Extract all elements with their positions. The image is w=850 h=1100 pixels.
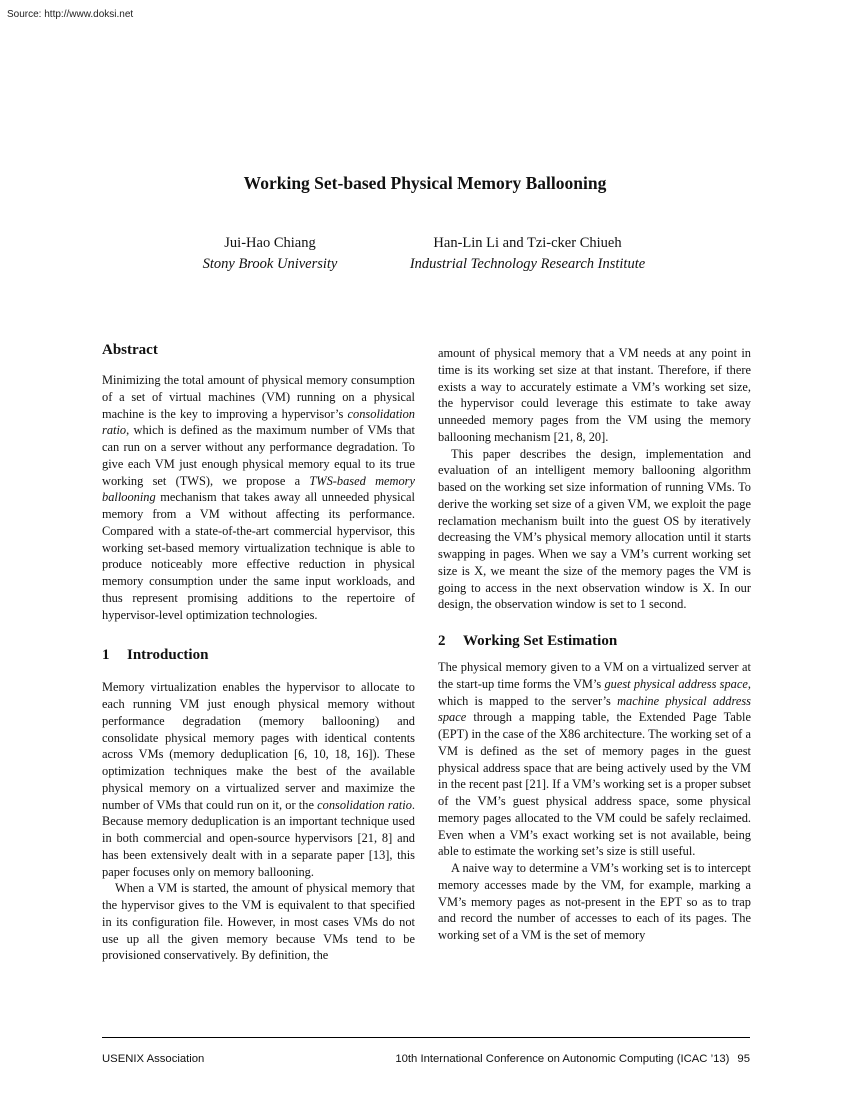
wse-paragraph-1: The physical memory given to a VM on a virtualized server at the start-up time forms the VM’s guest physical address space, which is mapped to the server’s machine physical address space through a mapping table, the Extended Page Table (EPT) in the case of the X86 architecture. The working set of a VM is defined as the set of memory pages in the guest physical address space that are being actively used by the VM in the recent past [21]. If a VM’s working set is a proper subset of the VM’s guest physical address space, some physical memory pages allocated to the VM could be safely reclaimed. Even when a VM’s exact working set is not available, being able to estimate the working set’s size is still useful. — [438, 660, 751, 859]
intro-paragraph-1: Memory virtualization enables the hypervisor to allocate to each running VM just enough physical memory without performance degradation (memory ballooning) and consolidate physical memory pages with identical contents across VMs (memory deduplication [6, 10, 18, 16]). These optimization techniques make the best of the available physical memory on a virtualized server and maximize the number of VMs that could run on it, or the consolidation ratio. Because memory deduplication is an important technique used in both commercial and open-source hypervisors [21, 8] and has been extensively dealt with in a separate paper [13], this paper focuses only on memory ballooning. — [102, 680, 416, 879]
abstract-paragraph: Minimizing the total amount of physical memory consumption of a set of virtual machines (VM) running on a physical machine is the key to improving a hypervisor’s consolidation ratio, which is defined as the maximum number of VMs that can run on a server without any performance degradation. To give each VM just enough physical memory equal to its true working set (TWS), we propose a TWS-based memory ballooning mechanism that takes away all unneeded physical memory from a VM without affecting its performance. Compared with a state-of-the-art commercial hypervisor, this working set-based memory virtualization technique is able to produce noticeably more effective reduction in physical memory consumption under the same input workloads, and thus represent promising additions to the repertoire of hypervisor-level optimization technologies. — [102, 373, 415, 622]
paper-title: Working Set-based Physical Memory Ballooning — [243, 173, 607, 193]
abstract-heading: Abstract — [102, 342, 158, 358]
source-url: Source: http://www.doksi.net — [7, 9, 134, 20]
wse-paragraph-2: A naive way to determine a VM’s working set is to intercept memory accesses made by the VM, for example, marking a VM’s memory pages as not-present in the EPT so as to trap and record the number of accesses to each of its pages. The working set of a VM is the set of memory — [438, 861, 751, 942]
wse-heading — [438, 631, 751, 651]
section-number: 2 — [438, 633, 446, 649]
section-title: Working Set Estimation — [463, 633, 618, 649]
intro-paragraph-2: When a VM is started, the amount of physical memory that the hypervisor gives to the VM is equivalent to that specified in its configuration file. However, in most cases VMs do not use up all the given memory because VMs tend to be provisioned conservatively. By definition, the — [102, 881, 415, 963]
intro-paragraph-4: This paper describes the design, implementation and evaluation of an intelligent memory ballooning algorithm based on the working set size information of running VMs. To derive the working set size of a given VM, we exploit the page reclamation mechanism built into the guest OS by iteratively decreasing the VM’s physical memory allocation until it starts swapping in pages. When we say a VM’s current working set size is X, we meant the size of the memory pages the VM is going to access in the next observation window is X. In our design, the observation window is set to 1 second. — [438, 446, 751, 612]
page-number: 95 — [737, 1053, 750, 1065]
author-name: Jui-Hao Chiang — [224, 235, 316, 251]
author-name: Han-Lin Li and Tzi-cker Chiueh — [433, 235, 622, 251]
section-title: Introduction — [127, 647, 209, 664]
footer-conference — [395, 1053, 750, 1065]
section-number: 1 — [102, 647, 110, 664]
footer-association: USENIX Association — [102, 1053, 205, 1065]
author-affiliation: Industrial Technology Research Institute — [409, 256, 646, 272]
intro-heading — [102, 645, 415, 665]
conference-name: 10th International Conference on Autonomic Computing (ICAC ’13) — [395, 1053, 730, 1065]
right-column — [438, 345, 751, 944]
author-affiliation: Stony Brook University — [202, 256, 338, 272]
left-column — [102, 340, 415, 964]
author-block-1 — [170, 233, 370, 275]
author-block-2 — [380, 233, 675, 275]
intro-paragraph-3: amount of physical memory that a VM needs at any point in time is its working set size at that instant. Therefore, if there exists a way to accurately estimate a VM’s working set size, the hypervisor could leverage this estimate to take away unneeded memory pages from the VM using the memory ballooning mechanism [21, 8, 20]. — [438, 346, 751, 444]
footer-rule — [102, 1037, 750, 1038]
